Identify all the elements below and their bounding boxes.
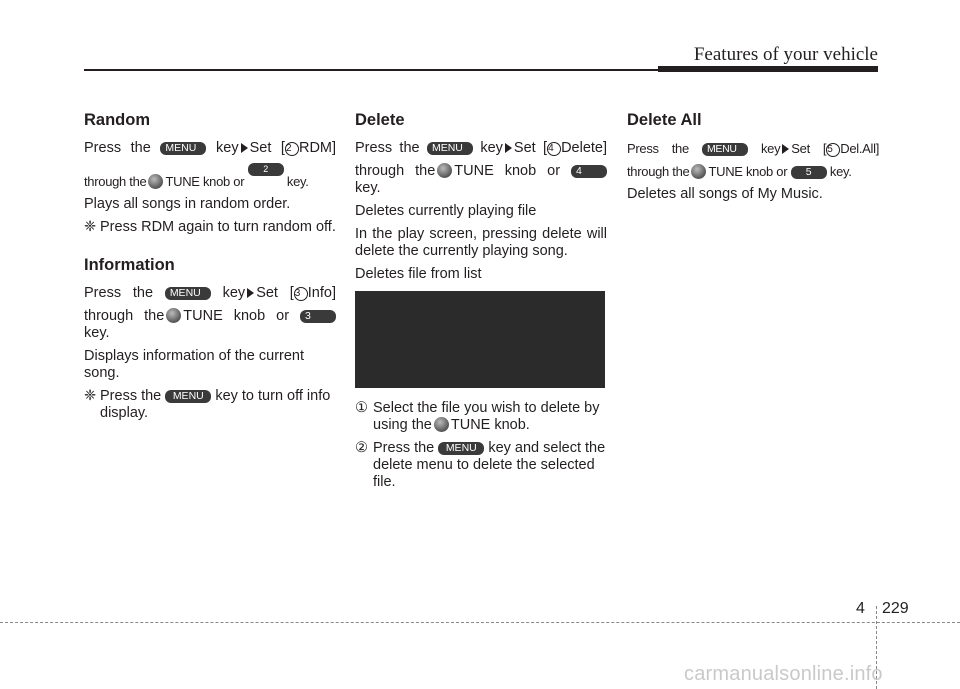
number-5-icon: 5	[826, 143, 840, 157]
key-3: 3	[300, 310, 336, 323]
menu-key: MENU	[165, 390, 211, 403]
arrow-right-icon	[241, 143, 248, 153]
menu-key: MENU	[165, 287, 211, 300]
section-number: 4	[856, 600, 865, 617]
random-line2: through the TUNE knob or 2 RDM key.	[84, 164, 309, 189]
header-title: Features of your vehicle	[693, 44, 878, 65]
delete-desc2: In the play screen, pressing delete will delete the currently playing song.	[355, 226, 607, 259]
column-right	[627, 110, 879, 209]
key-5: 5	[791, 166, 827, 179]
footer-rule	[0, 622, 960, 623]
random-line1: Press the MENU key Set [2 RDM]	[84, 140, 337, 156]
header-rule-accent	[658, 66, 878, 72]
information-line2: through the TUNE knob or 3	[84, 308, 336, 325]
information-heading: Information	[84, 256, 175, 274]
number-3-icon: 3	[294, 287, 308, 301]
arrow-right-icon	[505, 143, 512, 153]
random-note: ❈ Press RDM again to turn random off.	[84, 219, 336, 235]
random-desc: Plays all songs in random order.	[84, 196, 291, 212]
delete-line2: through the TUNE knob or 4	[355, 163, 607, 180]
arrow-right-icon	[247, 288, 254, 298]
delete-desc3: Deletes file from list	[355, 266, 482, 282]
menu-key: MENU	[160, 142, 206, 155]
key-4: 4	[571, 165, 607, 178]
delete-step1: ① Select the file you wish to delete by using the TUNE knob.	[355, 400, 600, 433]
delete-all-desc: Deletes all songs of My Music.	[627, 186, 823, 202]
column-left	[84, 110, 336, 428]
delete-line3: key.	[355, 180, 381, 196]
column-middle	[355, 110, 607, 497]
delete-all-line1: Press the MENU key Set [5 Del.All]	[627, 141, 880, 156]
information-line1: Press the MENU key Set [3 Info]	[84, 285, 336, 301]
delete-all-line2: through the TUNE knob or 5 key.	[627, 164, 852, 179]
menu-key: MENU	[702, 143, 748, 156]
information-note: ❈ Press the MENU key to turn off info display.	[84, 388, 331, 421]
number-4-icon: 4	[547, 142, 561, 156]
delete-heading: Delete	[355, 111, 405, 129]
menu-key: MENU	[427, 142, 473, 155]
arrow-right-icon	[782, 144, 789, 154]
rdm-key: 2 RDM	[248, 163, 284, 176]
tune-knob-icon	[148, 174, 163, 189]
random-heading: Random	[84, 111, 150, 129]
information-line3: key.	[84, 325, 110, 341]
delete-all-heading: Delete All	[627, 111, 702, 129]
delete-step2: ② Press the MENU key and select the delete menu to delete the selected file.	[355, 440, 606, 490]
tune-knob-icon	[434, 417, 449, 432]
delete-line1: Press the MENU key Set [4 Delete]	[355, 140, 608, 156]
watermark: carmanualsonline.info	[684, 663, 883, 685]
tune-knob-icon	[437, 163, 452, 178]
tune-knob-icon	[691, 164, 706, 179]
number-2-icon: 2	[285, 142, 299, 156]
page-number: 229	[882, 600, 909, 617]
menu-key: MENU	[438, 442, 484, 455]
information-desc: Displays information of the current song.	[84, 348, 305, 381]
screen-image	[355, 291, 605, 388]
tune-knob-icon	[166, 308, 181, 323]
delete-desc1: Deletes currently playing file	[355, 203, 537, 219]
